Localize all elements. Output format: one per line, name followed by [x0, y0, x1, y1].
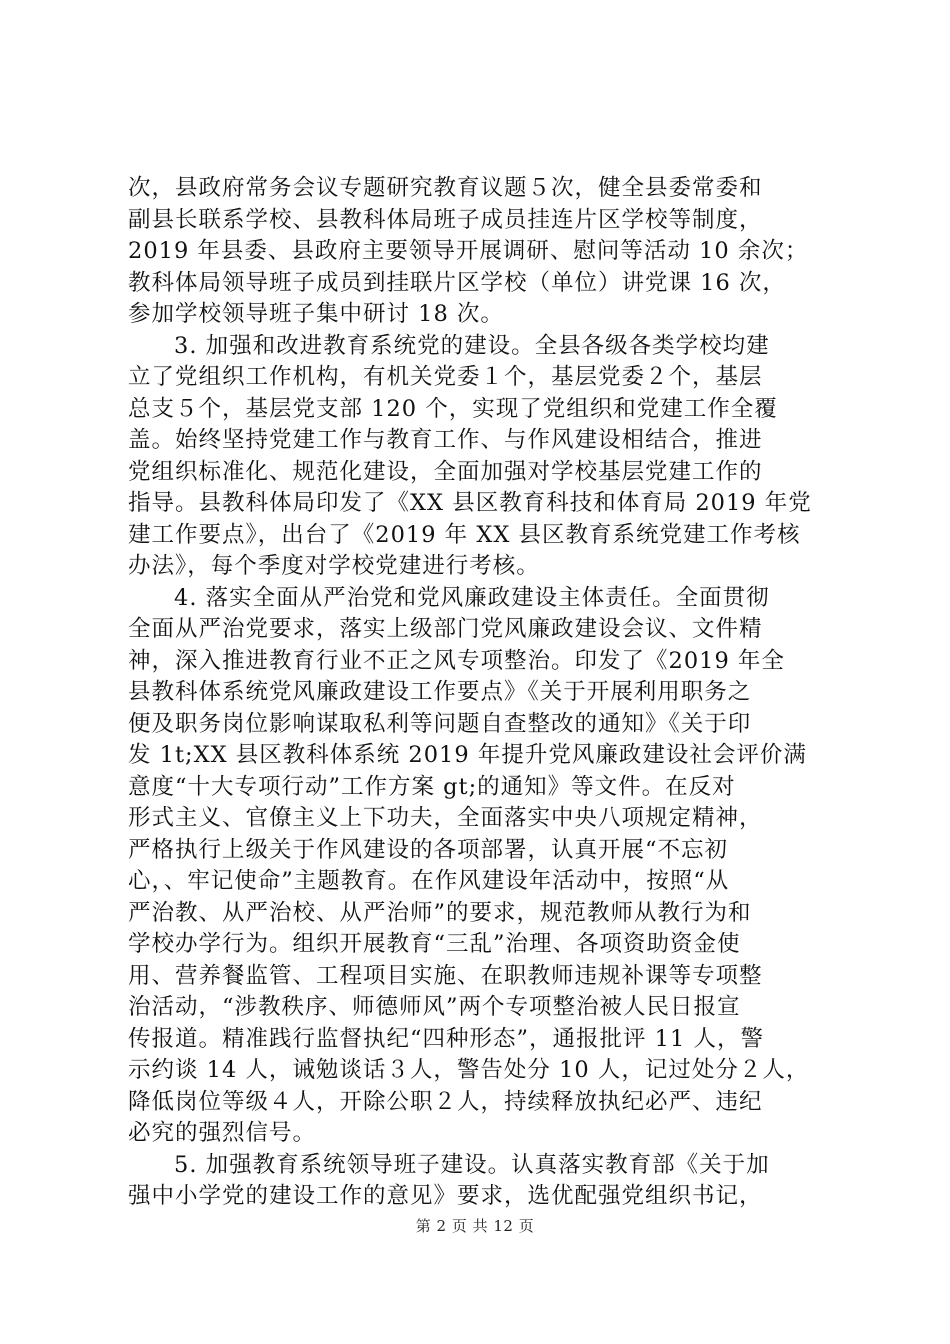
text-line: 示约谈 14 人，诫勉谈话３人，警告处分 10 人，记过处分２人， — [128, 1057, 810, 1083]
text-line: 传报道。精准践行监督执纪“四种形态”，通报批评 11 人，警 — [128, 1025, 764, 1052]
text-line: 学校办学行为。组织开展教育“三乱”治理、各项资助资金使 — [128, 931, 741, 957]
text-line: 神，深入推进教育行业不正之风专项整治。印发了《2019 年全 — [128, 647, 785, 674]
text-line: 严治教、从严治校、从严治师”的要求，规范教师从教行为和 — [128, 899, 752, 926]
text-line: 发 1t;XX 县区教科体系统 2019 年提升党风廉政建设社会评价满 — [128, 742, 807, 768]
text-line: 必究的强烈信号。 — [128, 1120, 317, 1146]
text-line: 建工作要点》，出台了《2019 年 XX 县区教育系统党建工作考核 — [128, 521, 801, 548]
page-footer — [0, 1215, 950, 1236]
text-line: 严格执行上级关于作风建设的各项部署，认真开展“不忘初 — [128, 836, 729, 863]
text-line: 全面从严治党要求，落实上级部门党风廉政建设会议、文件精 — [128, 616, 763, 642]
text-line: 副县长联系学校、县教科体局班子成员挂连片区学校等制度， — [128, 206, 763, 233]
text-line: 立了党组织工作机构，有机关党委１个，基层党委２个，基层 — [128, 364, 763, 390]
section-heading-line: 3. 加强和改进教育系统党的建设。全县各级各类学校均建 — [174, 332, 770, 359]
text-line: 总支５个，基层党支部 120 个，实现了党组织和党建工作全覆 — [128, 395, 778, 422]
text-line: 用、营养餐监管、工程项目实施、在职教师违规补课等专项整 — [128, 962, 763, 989]
text-line: 形式主义、官僚主义上下功夫，全面落实中央八项规定精神， — [128, 805, 763, 831]
text-line: 心，、牢记使命”主题教育。在作风建设年活动中，按照“从 — [128, 868, 730, 894]
text-line: 党组织标准化、规范化建设，全面加强对学校基层党建工作的 — [128, 458, 763, 485]
page-indicator: 第 2 页 共 12 页 — [415, 1217, 535, 1235]
text-line: 强中小学党的建设工作的意见》要求，选优配强党组织书记， — [128, 1183, 763, 1209]
text-line: 次，县政府常务会议专题研究教育议题５次，健全县委常委和 — [128, 175, 763, 201]
section-heading-line: 4. 落实全面从严治党和党风廉政建设主体责任。全面贯彻 — [174, 584, 770, 611]
text-line: 盖。始终坚持党建工作与教育工作、与作风建设相结合，推进 — [128, 427, 763, 453]
text-line: 办法》，每个季度对学校党建进行考核。 — [128, 553, 540, 579]
text-line: 2019 年县委、县政府主要领导开展调研、慰问等活动 10 余次； — [128, 238, 809, 264]
text-line: 参加学校领导班子集中研讨 18 次。 — [128, 301, 504, 327]
text-line: 意度“十大专项行动”工作方案 gt;的通知》等文件。在反对 — [128, 773, 736, 800]
section-heading-line: 5. 加强教育系统领导班子建设。认真落实教育部《关于加 — [174, 1151, 770, 1178]
document-body — [128, 173, 828, 1213]
text-line: 教科体局领导班子成员到挂联片区学校（单位）讲党课 16 次， — [128, 269, 786, 296]
text-line: 降低岗位等级４人，开除公职２人，持续释放执纪必严、违纪 — [128, 1088, 763, 1115]
text-line: 指导。县教科体局印发了《XX 县区教育科技和体育局 2019 年党 — [128, 490, 812, 516]
text-line: 便及职务岗位影响谋取私利等问题自查整改的通知》《关于印 — [128, 710, 752, 737]
text-line: 治活动，“涉教秩序、师德师风”两个专项整治被人民日报宣 — [128, 994, 741, 1020]
text-line: 县教科体系统党风廉政建设工作要点》《关于开展利用职务之 — [128, 679, 752, 705]
